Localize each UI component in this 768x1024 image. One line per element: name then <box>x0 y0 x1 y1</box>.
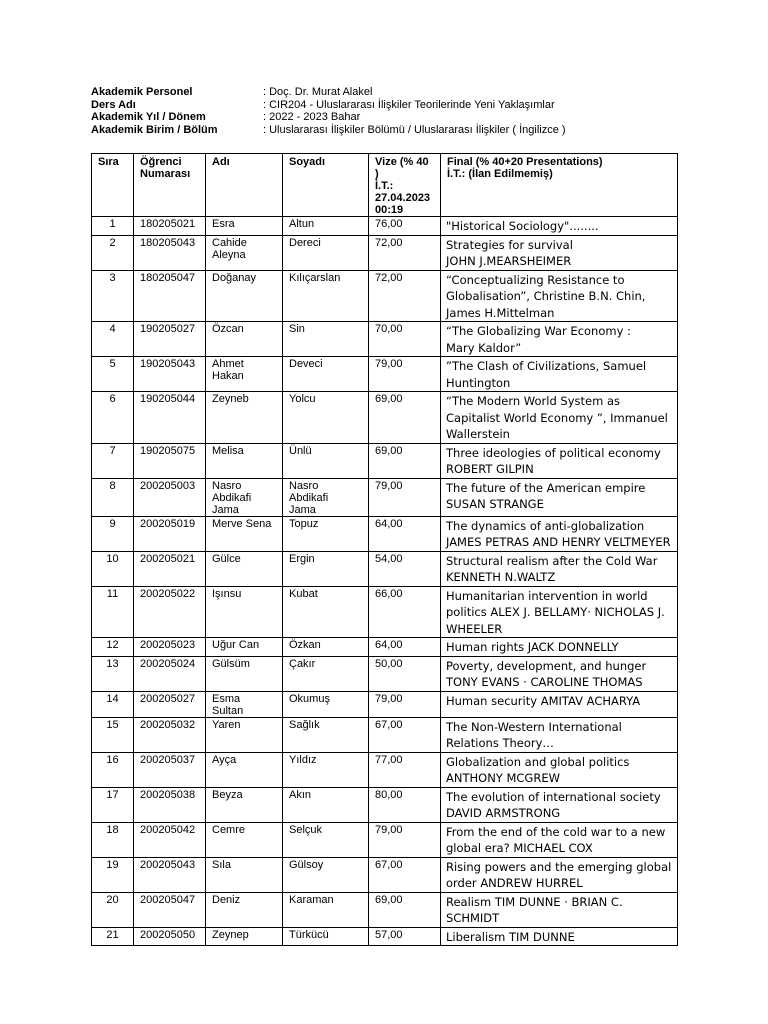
surname-cell: Çakır <box>283 656 369 691</box>
midterm-score-cell: 79,00 <box>369 691 441 717</box>
final-presentation-cell: "Historical Sociology"........ <box>441 217 678 236</box>
final-presentation-cell: The Non-Western International Relations Theory… <box>441 717 678 752</box>
header-row-course-name <box>91 99 691 112</box>
student-id-cell: 190205027 <box>134 322 206 357</box>
student-id-cell: 200205032 <box>134 717 206 752</box>
final-presentation-cell: Globalization and global politics ANTHONY MCGREW <box>441 752 678 787</box>
midterm-score-cell: 80,00 <box>369 787 441 822</box>
midterm-score-cell: 72,00 <box>369 270 441 322</box>
midterm-score-cell: 69,00 <box>369 392 441 444</box>
header-value: : Doç. Dr. Murat Alakel <box>263 86 373 98</box>
surname-cell: Gülsoy <box>283 857 369 892</box>
course-info-header <box>91 86 691 136</box>
surname-cell: Karaman <box>283 892 369 927</box>
row-number-cell: 4 <box>92 322 134 357</box>
final-presentation-cell: Rising powers and the emerging global order ANDREW HURREL <box>441 857 678 892</box>
column-header-order: Sıra <box>92 154 134 217</box>
final-presentation-cell: Three ideologies of political economy ROBERT GILPIN <box>441 443 678 478</box>
surname-cell: Yolcu <box>283 392 369 444</box>
first-name-cell: Gülsüm <box>206 656 283 691</box>
final-presentation-cell: From the end of the cold war to a new global era? MICHAEL COX <box>441 822 678 857</box>
row-number-cell: 20 <box>92 892 134 927</box>
column-header-final: Final (% 40+20 Presentations) İ.T.: (İlan Edilmemiş) <box>441 154 678 217</box>
midterm-score-cell: 67,00 <box>369 857 441 892</box>
final-presentation-cell: “The Modern World System as Capitalist World Economy ”, Immanuel Wallerstein <box>441 392 678 444</box>
final-presentation-cell: The future of the American empire SUSAN STRANGE <box>441 478 678 516</box>
header-label: Akademik Personel <box>91 86 193 98</box>
student-id-cell: 180205021 <box>134 217 206 236</box>
surname-cell: Nasro Abdikafi Jama <box>283 478 369 516</box>
table-row <box>92 516 678 551</box>
first-name-cell: Esma Sultan <box>206 691 283 717</box>
midterm-score-cell: 54,00 <box>369 551 441 586</box>
midterm-score-cell: 79,00 <box>369 478 441 516</box>
student-id-cell: 190205044 <box>134 392 206 444</box>
first-name-cell: Doğanay <box>206 270 283 322</box>
student-id-cell: 200205027 <box>134 691 206 717</box>
surname-cell: Dereci <box>283 235 369 270</box>
first-name-cell: Deniz <box>206 892 283 927</box>
surname-cell: Okumuş <box>283 691 369 717</box>
midterm-score-cell: 69,00 <box>369 892 441 927</box>
row-number-cell: 15 <box>92 717 134 752</box>
row-number-cell: 8 <box>92 478 134 516</box>
row-number-cell: 10 <box>92 551 134 586</box>
student-id-cell: 200205037 <box>134 752 206 787</box>
header-value: : 2022 - 2023 Bahar <box>263 111 361 123</box>
first-name-cell: Işınsu <box>206 586 283 638</box>
student-id-cell: 200205022 <box>134 586 206 638</box>
first-name-cell: Esra <box>206 217 283 236</box>
final-presentation-cell: Realism TIM DUNNE · BRIAN C. SCHMIDT <box>441 892 678 927</box>
student-id-cell: 180205043 <box>134 235 206 270</box>
column-header-surname: Soyadı <box>283 154 369 217</box>
student-id-cell: 200205023 <box>134 638 206 657</box>
first-name-cell: Nasro Abdikafi Jama <box>206 478 283 516</box>
final-presentation-cell: The evolution of international society DAVID ARMSTRONG <box>441 787 678 822</box>
table-row <box>92 551 678 586</box>
column-header-midterm: Vize (% 40 ) İ.T.: 27.04.2023 00:19 <box>369 154 441 217</box>
student-id-cell: 190205043 <box>134 357 206 392</box>
row-number-cell: 6 <box>92 392 134 444</box>
table-row <box>92 478 678 516</box>
row-number-cell: 17 <box>92 787 134 822</box>
table-row <box>92 392 678 444</box>
row-number-cell: 16 <box>92 752 134 787</box>
header-row-department <box>91 124 691 137</box>
surname-cell: Selçuk <box>283 822 369 857</box>
grades-table <box>91 153 678 946</box>
final-presentation-cell: Human security AMITAV ACHARYA <box>441 691 678 717</box>
surname-cell: Altun <box>283 217 369 236</box>
first-name-cell: Gülce <box>206 551 283 586</box>
table-header-row <box>92 154 678 217</box>
student-id-cell: 200205019 <box>134 516 206 551</box>
final-presentation-cell: “Conceptualizing Resistance to Globalisation”, Christine B.N. Chin, James H.Mittelman <box>441 270 678 322</box>
midterm-score-cell: 76,00 <box>369 217 441 236</box>
surname-cell: Sin <box>283 322 369 357</box>
final-presentation-cell: The dynamics of anti-globalization JAMES PETRAS AND HENRY VELTMEYER <box>441 516 678 551</box>
midterm-score-cell: 79,00 <box>369 822 441 857</box>
table-row <box>92 717 678 752</box>
first-name-cell: Sıla <box>206 857 283 892</box>
student-id-cell: 200205024 <box>134 656 206 691</box>
row-number-cell: 9 <box>92 516 134 551</box>
final-presentation-cell: Poverty, development, and hunger TONY EVANS · CAROLINE THOMAS <box>441 656 678 691</box>
surname-cell: Topuz <box>283 516 369 551</box>
column-header-student-id: Öğrenci Numarası <box>134 154 206 217</box>
table-row <box>92 357 678 392</box>
header-row-academic-staff <box>91 86 691 99</box>
surname-cell: Türkücü <box>283 927 369 946</box>
midterm-score-cell: 72,00 <box>369 235 441 270</box>
header-value: : Uluslararası İlişkiler Bölümü / Uluslararası İlişkiler ( İngilizce ) <box>263 123 566 136</box>
surname-cell: Kubat <box>283 586 369 638</box>
surname-cell: Yıldız <box>283 752 369 787</box>
table-row <box>92 235 678 270</box>
table-row <box>92 857 678 892</box>
surname-cell: Akın <box>283 787 369 822</box>
table-row <box>92 443 678 478</box>
first-name-cell: Beyza <box>206 787 283 822</box>
first-name-cell: Ahmet Hakan <box>206 357 283 392</box>
row-number-cell: 13 <box>92 656 134 691</box>
surname-cell: Kılıçarslan <box>283 270 369 322</box>
midterm-score-cell: 77,00 <box>369 752 441 787</box>
surname-cell: Ergin <box>283 551 369 586</box>
header-label: Akademik Birim / Bölüm <box>91 123 218 136</box>
student-id-cell: 200205021 <box>134 551 206 586</box>
header-row-term <box>91 111 691 124</box>
student-id-cell: 200205038 <box>134 787 206 822</box>
student-id-cell: 200205050 <box>134 927 206 946</box>
first-name-cell: Zeynep <box>206 927 283 946</box>
first-name-cell: Zeyneb <box>206 392 283 444</box>
row-number-cell: 2 <box>92 235 134 270</box>
header-value: : CIR204 - Uluslararası İlişkiler Teorilerinde Yeni Yaklaşımlar <box>263 98 555 111</box>
header-label: Ders Adı <box>91 98 136 111</box>
midterm-score-cell: 57,00 <box>369 927 441 946</box>
row-number-cell: 7 <box>92 443 134 478</box>
student-id-cell: 200205047 <box>134 892 206 927</box>
table-row <box>92 217 678 236</box>
final-presentation-cell: Strategies for survival JOHN J.MEARSHEIMER <box>441 235 678 270</box>
table-row <box>92 638 678 657</box>
table-row <box>92 322 678 357</box>
first-name-cell: Uğur Can <box>206 638 283 657</box>
row-number-cell: 21 <box>92 927 134 946</box>
surname-cell: Özkan <box>283 638 369 657</box>
student-id-cell: 200205043 <box>134 857 206 892</box>
table-row <box>92 892 678 927</box>
final-presentation-cell: Liberalism TIM DUNNE <box>441 927 678 946</box>
table-row <box>92 586 678 638</box>
table-row <box>92 927 678 946</box>
surname-cell: Sağlık <box>283 717 369 752</box>
row-number-cell: 12 <box>92 638 134 657</box>
first-name-cell: Cemre <box>206 822 283 857</box>
table-body <box>92 217 678 946</box>
first-name-cell: Cahide Aleyna <box>206 235 283 270</box>
student-id-cell: 180205047 <box>134 270 206 322</box>
student-id-cell: 200205042 <box>134 822 206 857</box>
first-name-cell: Merve Sena <box>206 516 283 551</box>
table-row <box>92 752 678 787</box>
midterm-score-cell: 67,00 <box>369 717 441 752</box>
midterm-score-cell: 66,00 <box>369 586 441 638</box>
row-number-cell: 18 <box>92 822 134 857</box>
midterm-score-cell: 70,00 <box>369 322 441 357</box>
column-header-name: Adı <box>206 154 283 217</box>
student-id-cell: 190205075 <box>134 443 206 478</box>
table-row <box>92 656 678 691</box>
midterm-score-cell: 64,00 <box>369 516 441 551</box>
surname-cell: Ünlü <box>283 443 369 478</box>
midterm-score-cell: 50,00 <box>369 656 441 691</box>
table-row <box>92 787 678 822</box>
header-label: Akademik Yıl / Dönem <box>91 111 206 123</box>
final-presentation-cell: Human rights JACK DONNELLY <box>441 638 678 657</box>
student-id-cell: 200205003 <box>134 478 206 516</box>
midterm-score-cell: 64,00 <box>369 638 441 657</box>
final-presentation-cell: Structural realism after the Cold War KENNETH N.WALTZ <box>441 551 678 586</box>
first-name-cell: Ayça <box>206 752 283 787</box>
final-presentation-cell: Humanitarian intervention in world politics ALEX J. BELLAMY· NICHOLAS J. WHEELER <box>441 586 678 638</box>
first-name-cell: Melisa <box>206 443 283 478</box>
row-number-cell: 1 <box>92 217 134 236</box>
final-presentation-cell: “The Globalizing War Economy : Mary Kaldor” <box>441 322 678 357</box>
midterm-score-cell: 69,00 <box>369 443 441 478</box>
row-number-cell: 19 <box>92 857 134 892</box>
row-number-cell: 3 <box>92 270 134 322</box>
table-row <box>92 691 678 717</box>
midterm-score-cell: 79,00 <box>369 357 441 392</box>
row-number-cell: 14 <box>92 691 134 717</box>
first-name-cell: Yaren <box>206 717 283 752</box>
row-number-cell: 5 <box>92 357 134 392</box>
final-presentation-cell: ”The Clash of Civilizations, Samuel Huntington <box>441 357 678 392</box>
surname-cell: Deveci <box>283 357 369 392</box>
first-name-cell: Özcan <box>206 322 283 357</box>
table-row <box>92 270 678 322</box>
table-row <box>92 822 678 857</box>
row-number-cell: 11 <box>92 586 134 638</box>
